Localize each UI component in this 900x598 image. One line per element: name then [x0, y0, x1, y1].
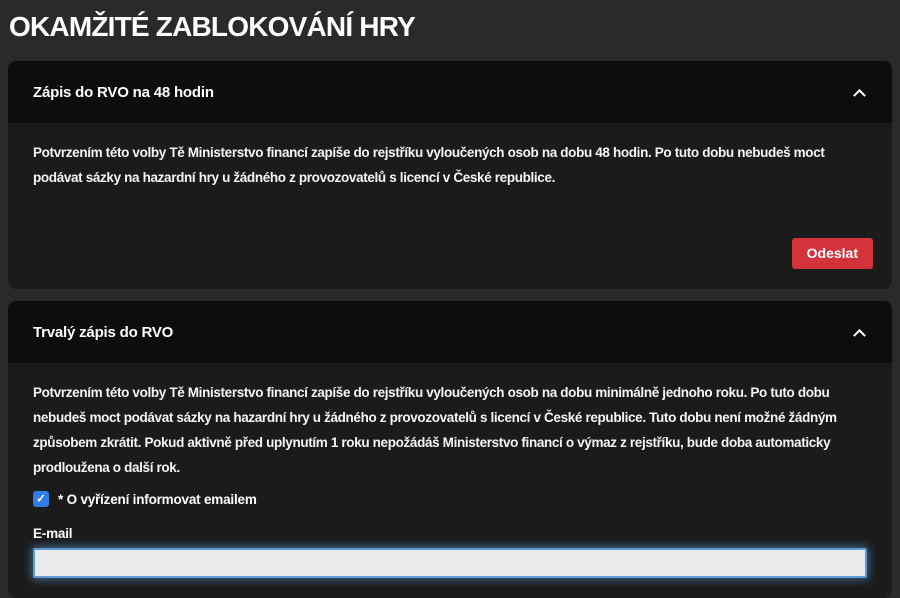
panel-description: Potvrzením této volby Tě Ministerstvo financí zapíše do rejstříku vyloučených osob na dobu 48 hodin. Po tuto dobu nebudeš moct podávat sázky na hazardní hry u žádného z provozovatelů s licencí v České republice. [33, 145, 825, 185]
accordion-body-permanent [8, 363, 892, 598]
chevron-up-icon [853, 328, 866, 341]
checkbox-checked-icon[interactable] [33, 491, 49, 507]
accordion-title: Zápis do RVO na 48 hodin [33, 83, 214, 101]
submit-row [33, 238, 867, 269]
submit-button[interactable]: Odeslat [792, 238, 873, 269]
chevron-up-icon [853, 88, 866, 101]
notify-email-checkbox-row[interactable] [33, 491, 867, 507]
email-field-label: E-mail [33, 526, 73, 541]
accordion-panel-48h [8, 61, 892, 289]
accordion-body-48h [8, 123, 892, 289]
accordion-header-48h[interactable] [8, 61, 892, 123]
email-input[interactable] [33, 548, 867, 578]
panel-description: Potvrzením této volby Tě Ministerstvo financí zapíše do rejstříku vyloučených osob na dobu minimálně jednoho roku. Po tuto dobu nebudeš moct podávat sázky na hazardní hry u žádného z provozovatelů s licencí v České republice. Tuto dobu není možné žádným způsobem zkrátit. Pokud aktivně před uplynutím 1 roku nepožádáš Ministerstvo financí o výmaz z rejstříku, bude doba automaticky prodloužena o další rok. [33, 385, 837, 475]
page-title: OKAMŽITÉ ZABLOKOVÁNÍ HRY [9, 11, 415, 42]
checkmark-icon: ✓ [35, 491, 47, 506]
accordion-header-permanent[interactable] [8, 301, 892, 363]
accordion-title: Trvalý zápis do RVO [33, 323, 174, 341]
accordion-panel-permanent [8, 301, 892, 598]
checkbox-label: * O vyřízení informovat emailem [58, 491, 257, 507]
